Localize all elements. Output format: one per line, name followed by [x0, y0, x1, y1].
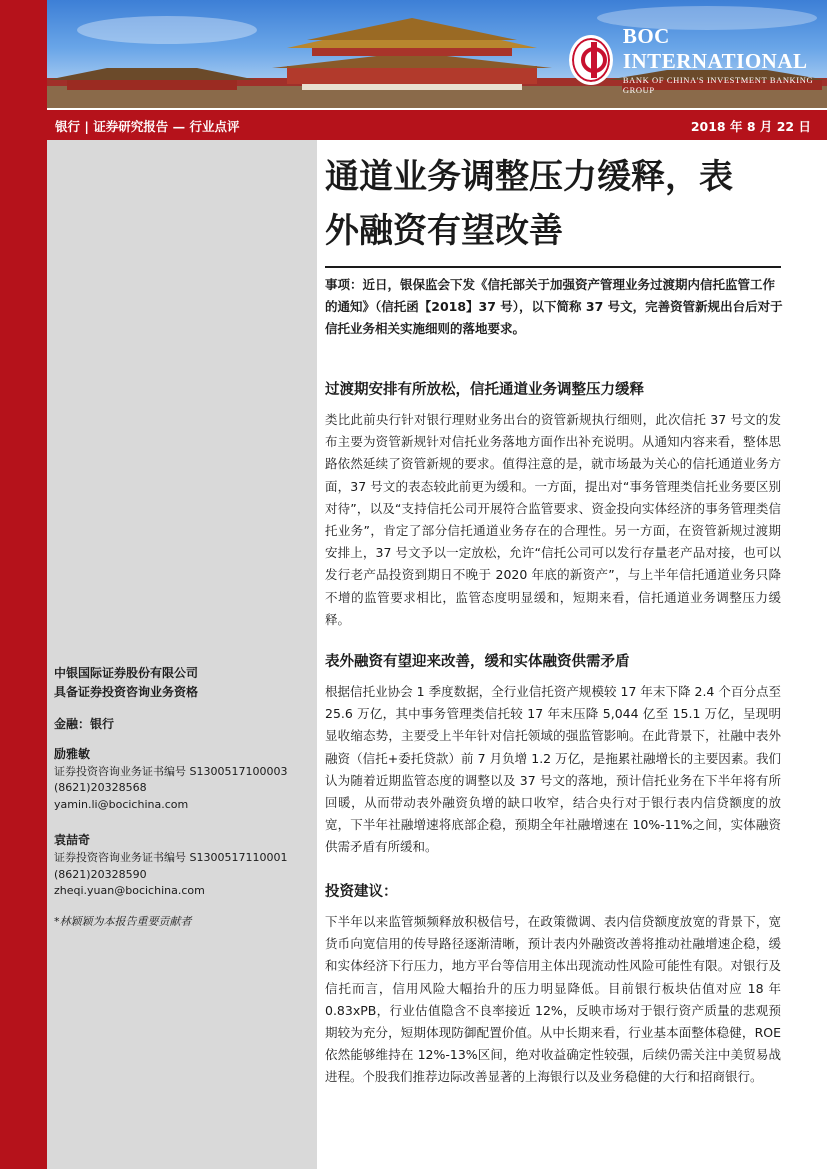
analyst-license: 证券投资咨询业务证书编号 S1300517110001 [54, 851, 288, 864]
section-body: 类比此前央行针对银行理财业务出台的资管新规执行细则，此次信托 37 号文的发布主要为资管新规针对信托业务落地方面作出补充说明。从通知内容来看，整体思路依然延续了资管新规的要求。值得注意的是，就市场最为关心的信托通道业务方面，37 号文的表态较此前更为缓和。一方面，提出对“事务管理类信托业务要区别对待”，以及“支持信托公司开展符合监管要求、资金投向实体经济的事务管理类信托业务”，肯定了部分信托通道业务存在的合理性。另一方面，在资管新规过渡期安排上，37 号文予以一定放松，允许“信托公司可以发行存量老产品对接，也可以发行老产品投资到期日不晚于 2020 年底的新资产”，与上半年信托通道业务只降不增的监管要求相比，监管态度明显缓和，短期来看，信托通道业务调整压力缓释。 [325, 412, 781, 627]
left-accent-bar [0, 0, 47, 1169]
sector-label: 金融：银行 [54, 717, 115, 731]
section-heading: 表外融资有望迎来改善，缓和实体融资供需矛盾 [325, 654, 630, 670]
analyst-email[interactable]: zheqi.yuan@bocichina.com [54, 884, 205, 897]
analyst-card [54, 745, 304, 814]
report-meta-strip [47, 110, 827, 140]
analyst-email[interactable]: yamin.li@bocichina.com [54, 797, 189, 811]
analyst-phone: (8621)20328590 [54, 867, 147, 881]
report-title-line: 通道业务调整压力缓释，表 [325, 157, 733, 197]
report-date: 2018 年 8 月 22 日 [690, 119, 811, 134]
analyst-card [54, 831, 304, 900]
company-qualification: 具备证券投资咨询业务资格 [54, 685, 199, 699]
analyst-name: 袁喆奇 [54, 833, 91, 847]
sidebar-info [54, 664, 304, 930]
analyst-phone: (8621)20328568 [54, 781, 147, 794]
brand-tagline: BANK OF CHINA'S INVESTMENT BANKING GROUP [622, 75, 814, 95]
section-channel-business [325, 378, 781, 631]
header-banner [47, 0, 827, 108]
contributor-note: *林颖颖为本报告重要贡献者 [54, 914, 192, 928]
sidebar-panel [47, 140, 317, 1169]
section-body: 下半年以来监管频频释放积极信号，在政策微调、表内信贷额度放宽的背景下，宽货币向宽信用的传导路径逐渐清晰，预计表内外融资改善将推动社融增速企稳，缓和实体经济下行压力，地方平台等信用主体出现流动性风险可能性有限。对银行及信托而言，信用风险大幅抬升的压力明显降低。目前银行板块估值对应 18 年 0.83xPB，行业估值隐含不良率接近 12%，反映市场对于银行资产质量的悲观预期较为充分，短期体现防御配置价值。从中长期来看，行业基本面整体稳健，ROE 依然能够维持在 12%-13%区间，绝对收益确定性较强，后续仍需关注中美贸易战进程。个股我们推荐边际改善显著的上海银行以及业务稳健的大行和招商银行。 [325, 914, 781, 1085]
section-body: 根据信托业协会 1 季度数据，全行业信托资产规模较 17 年末下降 2.4 个百分点至 25.6 万亿，其中事务管理类信托较 17 年末压降 5,044 亿至 15.1 万亿，呈现明显收缩态势，主要受上半年针对信托领域的强监管影响。在此背景下，社融中表外融资（信托+委托贷款）前 7 月负增 1.2 万亿，是拖累社融增长的主要因素。我们认为随着近期监管态度的调整以及 37 号文的落地，预计信托业务在下半年将有所回暖，从而带动表外融资负增的缺口收窄，结合央行对于银行表内信贷额度的放宽，下半年社融增速将底部企稳，预期全年社融增速在 10%-11%之间，实体融资供需矛盾有所缓和。 [325, 684, 781, 855]
boci-logo [569, 24, 827, 95]
report-title [325, 150, 785, 258]
analyst-license: 证券投资咨询业务证书编号 S1300517100003 [54, 764, 288, 778]
company-name: 中银国际证券股份有限公司 [54, 666, 199, 680]
analyst-name: 励雅敏 [54, 746, 91, 761]
boci-emblem-icon [569, 35, 613, 85]
event-summary: 事项：近日，银保监会下发《信托部关于加强资产管理业务过渡期内信托监管工作的通知》（信托函【2018】37 号），以下简称 37 号文，完善资管新规出台后对于信托业务相关实施细则的落地要求。 [325, 277, 783, 336]
title-divider [325, 266, 781, 268]
brand-name: BOC INTERNATIONAL [622, 24, 808, 73]
section-heading: 投资建议： [325, 884, 398, 900]
report-header-block [325, 150, 785, 353]
section-offbalance-financing [325, 650, 781, 859]
report-title-line: 外融资有望改善 [325, 211, 563, 251]
section-heading: 过渡期安排有所放松，信托通道业务调整压力缓释 [325, 382, 644, 398]
report-category: 银行 | 证券研究报告 — 行业点评 [55, 119, 240, 134]
section-investment-advice [325, 880, 781, 1089]
